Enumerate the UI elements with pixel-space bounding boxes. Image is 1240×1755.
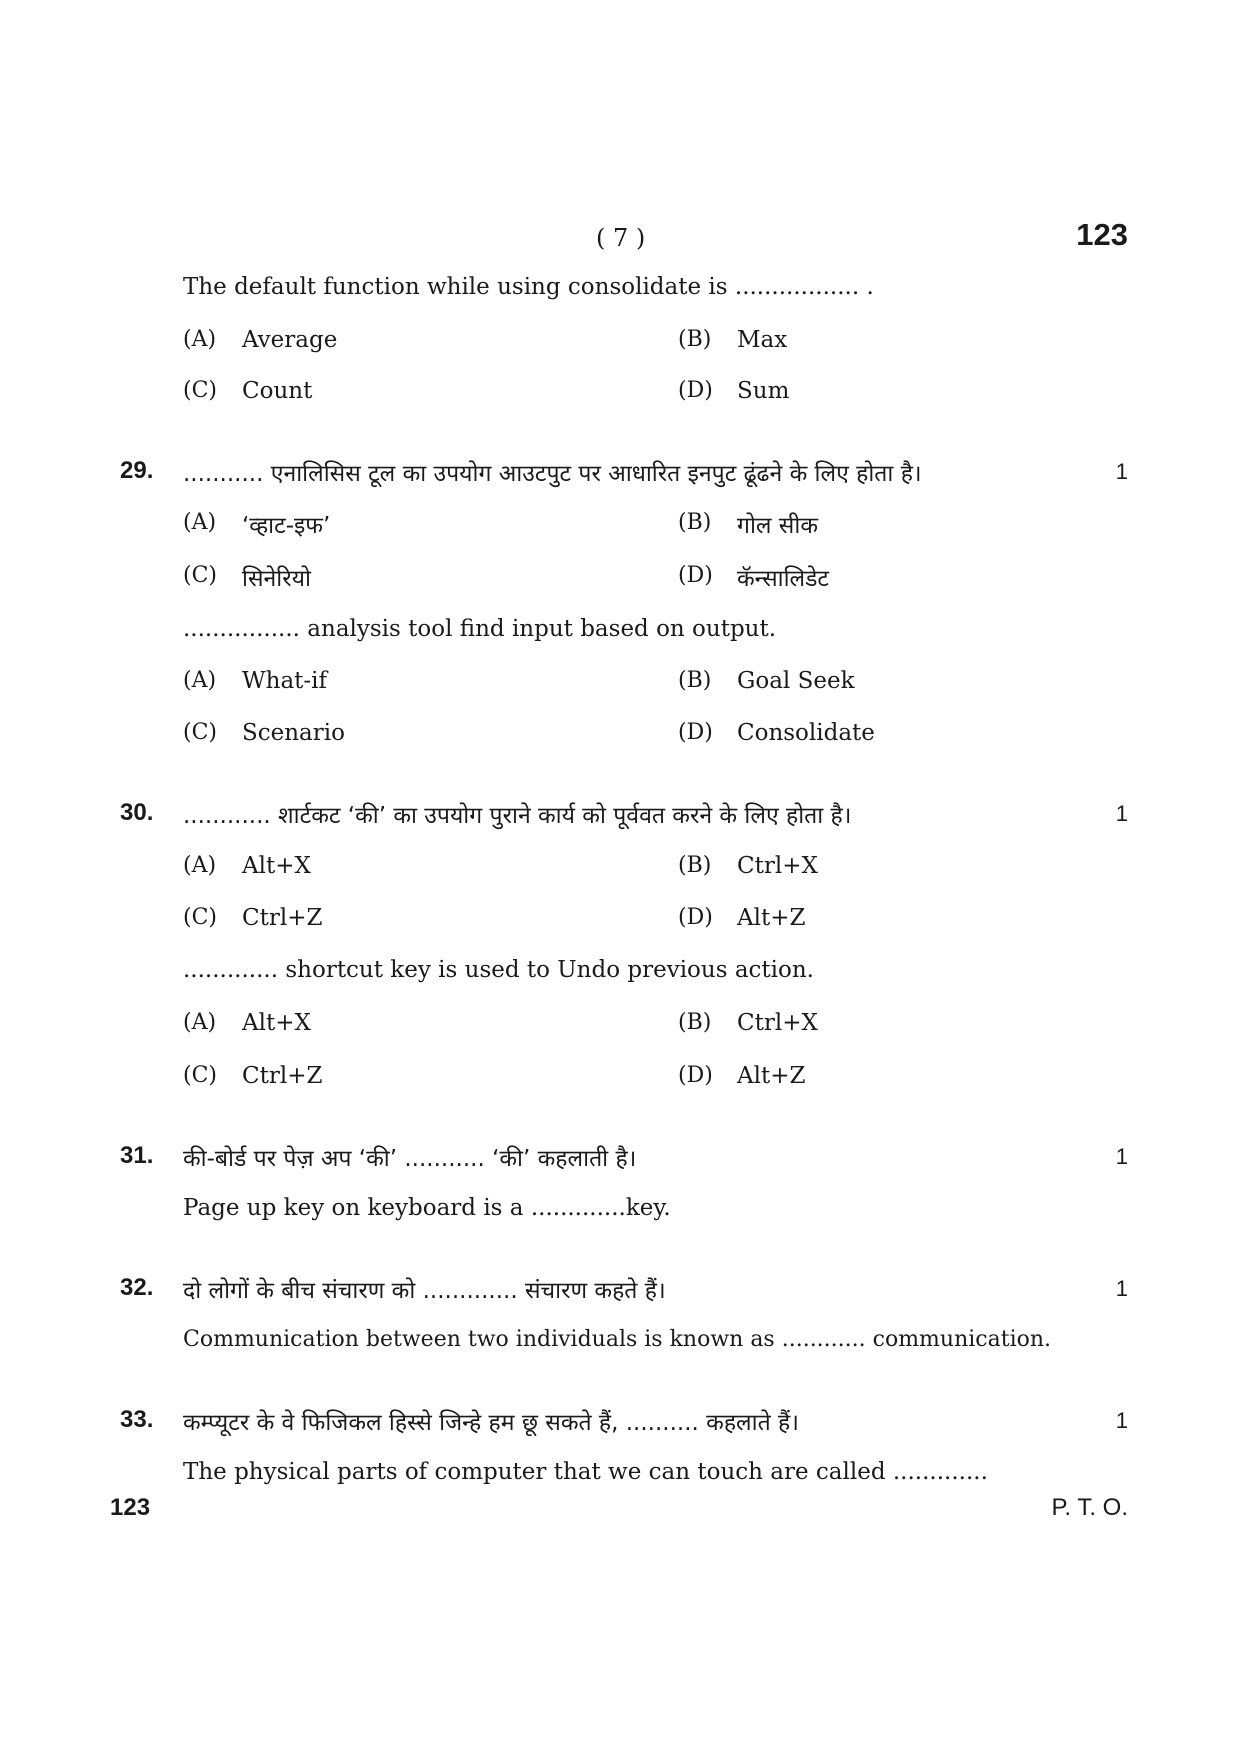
q29-en-option-d-letter: (D) <box>678 720 713 745</box>
q29-en-option-c-text: Scenario <box>242 720 345 746</box>
q29-english-text: ................ analysis tool find input based on output. <box>183 616 777 642</box>
q29-hi-option-d-letter: (D) <box>678 563 713 588</box>
q29-en-option-c-letter: (C) <box>183 720 217 745</box>
q29-hindi-text: ........... एनालिसिस टूल का उपयोग आउटपुट पर आधारित इनपुट ढूंढने के लिए होता है। <box>183 461 922 487</box>
q29-hi-option-d-text: कॅन्सालिडेट <box>737 566 830 592</box>
q31-number: 31. <box>120 1142 154 1169</box>
q29-hi-option-c-text: सिनेरियो <box>242 566 311 592</box>
q30-hi-option-a-text: Alt+X <box>242 853 311 879</box>
paper-code-bottom: 123 <box>110 1494 151 1521</box>
q30-hi-option-d-text: Alt+Z <box>737 905 806 931</box>
q29-hi-option-a-letter: (A) <box>183 510 217 535</box>
q30-en-option-c-letter: (C) <box>183 1063 217 1088</box>
q29-hi-option-c-letter: (C) <box>183 563 217 588</box>
q30-hi-option-d-letter: (D) <box>678 905 713 930</box>
q30-hi-option-b-letter: (B) <box>678 853 712 878</box>
q32-english-text: Communication between two individuals is known as ............ communication. <box>183 1327 1052 1352</box>
q30-hi-option-a-letter: (A) <box>183 853 217 878</box>
q28-option-b-text: Max <box>737 327 788 353</box>
q29-hi-option-b-text: गोल सीक <box>737 513 818 539</box>
q29-number: 29. <box>120 457 154 484</box>
q29-hi-option-a-text: ‘व्हाट-इफ’ <box>242 513 331 539</box>
q31-english-text: Page up key on keyboard is a .............key. <box>183 1195 671 1221</box>
q30-hi-option-c-text: Ctrl+Z <box>242 905 323 931</box>
q28-option-d-text: Sum <box>737 378 790 404</box>
q32-number: 32. <box>120 1274 154 1301</box>
q30-en-option-a-text: Alt+X <box>242 1010 311 1036</box>
q29-en-option-a-letter: (A) <box>183 668 217 693</box>
q30-hindi-text: ............ शार्टकट ‘की’ का उपयोग पुराने कार्य को पूर्ववत करने के लिए होता है। <box>183 803 852 829</box>
q28-option-c-letter: (C) <box>183 378 217 403</box>
q33-hindi-text: कम्प्यूटर के वे फिजिकल हिस्से जिन्हे हम छू सकते हैं, .......... कहलाते हैं। <box>183 1410 799 1436</box>
q28-option-c-text: Count <box>242 378 313 404</box>
q30-hi-option-c-letter: (C) <box>183 905 217 930</box>
q28-option-a-text: Average <box>242 327 338 353</box>
q33-marks: 1 <box>1115 1408 1128 1433</box>
q30-hi-option-b-text: Ctrl+X <box>737 853 818 879</box>
q32-marks: 1 <box>1115 1276 1128 1301</box>
q30-en-option-a-letter: (A) <box>183 1010 217 1035</box>
q30-en-option-d-text: Alt+Z <box>737 1063 806 1089</box>
page-number: ( 7 ) <box>596 224 646 252</box>
paper-code-top: 123 <box>1076 217 1128 252</box>
pto-label: P. T. O. <box>1051 1494 1128 1521</box>
q28-english-text: The default function while using consolidate is ................. . <box>183 274 874 300</box>
q28-option-a-letter: (A) <box>183 327 217 352</box>
q31-marks: 1 <box>1115 1144 1128 1169</box>
q29-en-option-d-text: Consolidate <box>737 720 875 746</box>
q29-marks: 1 <box>1115 459 1128 484</box>
q30-en-option-c-text: Ctrl+Z <box>242 1063 323 1089</box>
q28-option-b-letter: (B) <box>678 327 712 352</box>
q33-number: 33. <box>120 1406 154 1433</box>
q29-en-option-b-text: Goal Seek <box>737 668 855 694</box>
q33-english-text: The physical parts of computer that we can touch are called ............. <box>183 1459 988 1485</box>
q31-hindi-text: की-बोर्ड पर पेज़ अप ‘की’ ........... ‘की’ कहलाती है। <box>183 1146 637 1172</box>
q28-option-d-letter: (D) <box>678 378 713 403</box>
q30-en-option-b-letter: (B) <box>678 1010 712 1035</box>
q29-en-option-a-text: What-if <box>242 668 328 694</box>
q30-number: 30. <box>120 799 154 826</box>
q30-english-text: ............. shortcut key is used to Undo previous action. <box>183 957 814 983</box>
q30-en-option-d-letter: (D) <box>678 1063 713 1088</box>
q30-marks: 1 <box>1115 801 1128 826</box>
q29-en-option-b-letter: (B) <box>678 668 712 693</box>
q30-en-option-b-text: Ctrl+X <box>737 1010 818 1036</box>
q29-hi-option-b-letter: (B) <box>678 510 712 535</box>
q32-hindi-text: दो लोगों के बीच संचारण को ............. संचारण कहते हैं। <box>183 1278 666 1304</box>
